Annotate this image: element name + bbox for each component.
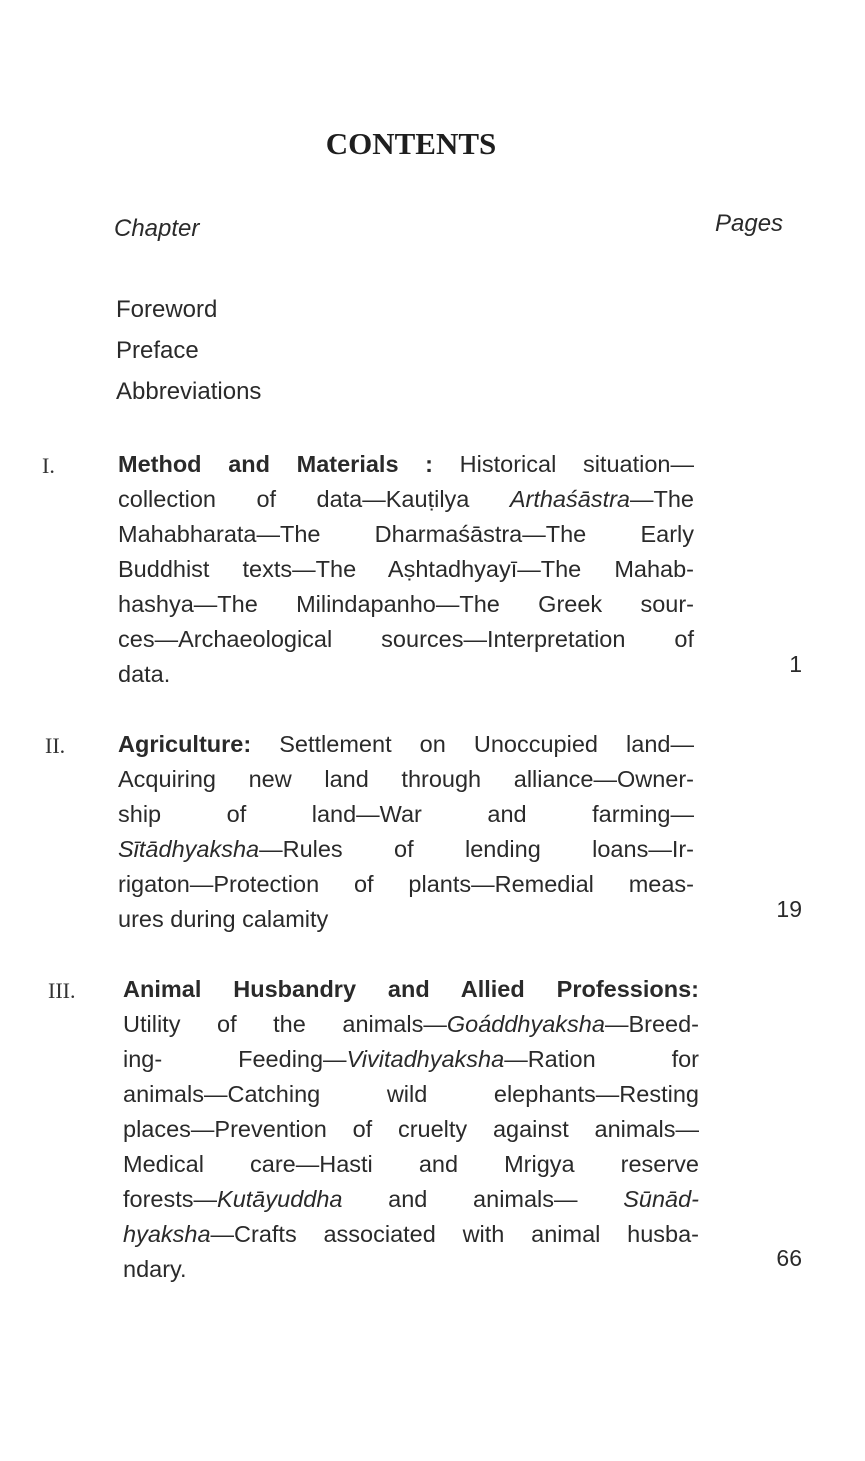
chapter-line <box>118 762 694 797</box>
chapter-text: —Breed- <box>604 1011 699 1037</box>
chapter-line <box>118 797 694 832</box>
chapter-line <box>123 1147 699 1182</box>
italic-term: hyaksha <box>123 1221 211 1247</box>
chapter-line <box>118 587 694 622</box>
chapter-text: Medical care—Hasti and Mrigya reserve <box>123 1151 699 1177</box>
chapter-entry <box>118 447 694 692</box>
page-number: 1 <box>789 651 802 677</box>
chapter-text: ces—Archaeological sources—Interpretation of <box>118 626 694 652</box>
chapter-title: Animal Husbandry and Allied Professions: <box>123 976 699 1002</box>
chapter-line <box>118 727 694 762</box>
chapter-text: —Ration for <box>504 1046 700 1072</box>
chapter-line <box>123 1182 699 1217</box>
chapter-column-header: Chapter <box>114 215 200 242</box>
chapter-text: Utility of the animals— <box>123 1011 447 1037</box>
chapter-text: and animals— <box>342 1186 624 1212</box>
front-matter-abbreviations: Abbreviations <box>116 378 262 405</box>
chapter-line <box>123 1007 699 1042</box>
chapter-line <box>123 1252 699 1287</box>
chapter-numeral: I. <box>42 453 55 478</box>
chapter-line <box>118 657 694 692</box>
chapter-text: rigaton—Protection of plants—Remedial meas- <box>118 871 694 897</box>
chapter-line <box>123 1217 699 1252</box>
italic-term: Sūnād- <box>623 1186 699 1212</box>
page-number: 66 <box>776 1245 802 1271</box>
chapter-text: ing- Feeding— <box>123 1046 347 1072</box>
page-number: 19 <box>776 896 802 922</box>
chapter-text: —Rules of lending loans—Ir- <box>259 836 694 862</box>
chapter-text: Historical situation— <box>433 451 694 477</box>
pages-column-header: Pages <box>715 210 784 237</box>
chapter-line <box>118 447 694 482</box>
chapter-text: collection of data—Kauṭilya <box>118 486 510 512</box>
chapter-text: —The <box>630 486 694 512</box>
italic-term: Arthaśāstra <box>509 486 630 512</box>
chapter-text: forests— <box>123 1186 218 1212</box>
chapter-line <box>118 552 694 587</box>
chapter-text: Buddhist texts—The Aṣhtadhyayī—The Mahab- <box>118 556 694 582</box>
chapter-line <box>118 902 694 937</box>
chapter-line <box>123 1077 699 1112</box>
chapter-title: Agriculture: <box>118 731 252 757</box>
chapter-text: data. <box>118 661 171 687</box>
chapter-text: ures during calamity <box>118 906 329 932</box>
chapter-line <box>123 972 699 1007</box>
front-matter-preface: Preface <box>116 337 199 364</box>
front-matter-foreword: Foreword <box>116 296 218 323</box>
chapter-text: Acquiring new land through alliance—Owner- <box>118 766 694 792</box>
chapter-line <box>118 622 694 657</box>
chapter-text: animals—Catching wild elephants—Resting <box>123 1081 699 1107</box>
chapter-numeral: II. <box>45 733 66 758</box>
italic-term: Kutāyuddha <box>217 1186 343 1212</box>
chapter-text: hashya—The Milindapanho—The Greek sour- <box>118 591 694 617</box>
chapter-text: ship of land—War and farming— <box>118 801 694 827</box>
chapter-line <box>118 867 694 902</box>
chapter-line <box>123 1112 699 1147</box>
chapter-text: Mahabharata—The Dharmaśāstra—The Early <box>118 521 694 547</box>
chapter-text: places—Prevention of cruelty against animals— <box>123 1116 699 1142</box>
chapter-entry <box>118 727 694 937</box>
chapter-entry <box>123 972 699 1287</box>
italic-term: Sītādhyaksha <box>118 836 260 862</box>
chapter-line <box>118 832 694 867</box>
chapter-text: —Crafts associated with animal husba- <box>210 1221 699 1247</box>
chapter-line <box>123 1042 699 1077</box>
chapter-title: Method and Materials : <box>118 451 434 477</box>
chapter-text: ndary. <box>123 1256 187 1282</box>
chapter-line <box>118 482 694 517</box>
chapter-text: Settlement on Unoccupied land— <box>251 731 694 757</box>
chapter-numeral: III. <box>48 978 76 1003</box>
italic-term: Vivitadhyaksha <box>346 1046 505 1072</box>
page-title: CONTENTS <box>325 126 497 161</box>
italic-term: Goáddhyaksha <box>446 1011 605 1037</box>
chapter-line <box>118 517 694 552</box>
